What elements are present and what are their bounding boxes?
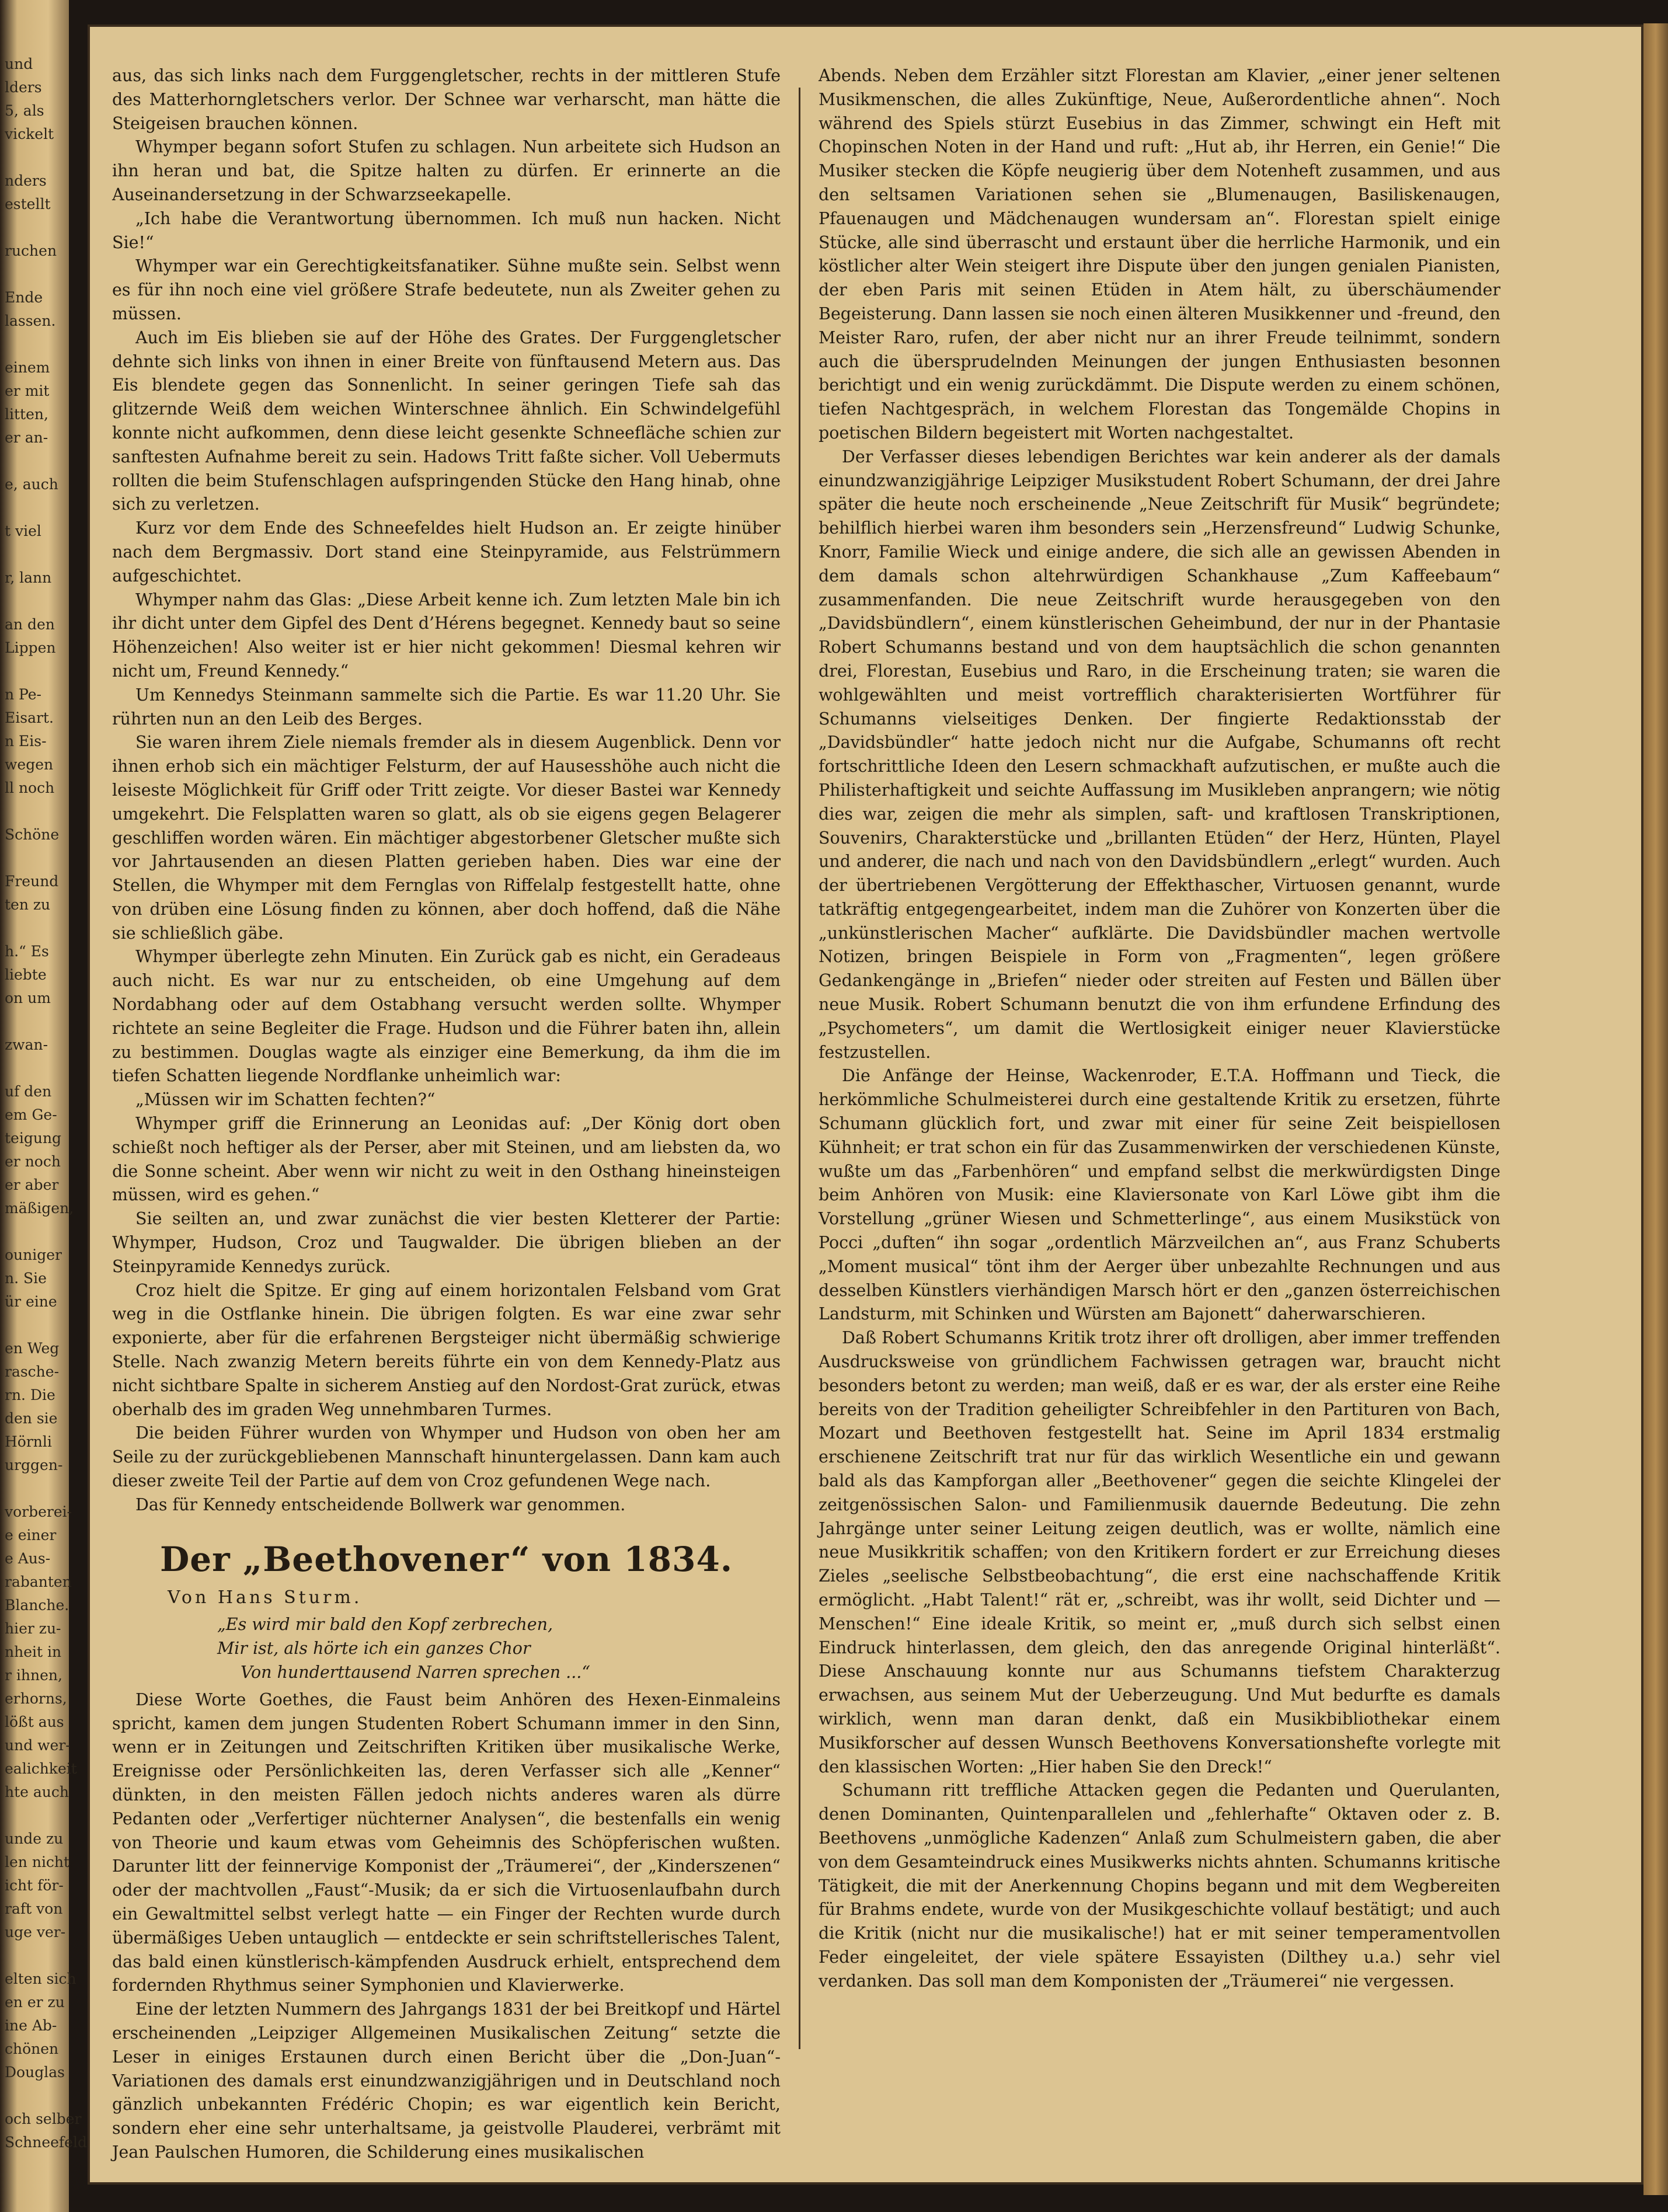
- edge-fragment: lders: [5, 79, 42, 96]
- edge-fragment: vickelt: [5, 126, 54, 142]
- edge-fragment: uf den: [5, 1083, 52, 1100]
- verse-line: Mir ist, als hörte ich ein ganzes Chor: [217, 1639, 531, 1659]
- edge-fragment: en er zu: [5, 1994, 65, 2011]
- edge-fragment: len nicht: [5, 1854, 70, 1870]
- edge-fragment: 5, als: [5, 102, 44, 119]
- edge-fragment: [0, 1314, 69, 1337]
- edge-fragment: ealichkeit: [5, 1760, 77, 1777]
- paragraph: aus, das sich links nach dem Furggengletscher, rechts in der mittleren Stufe des Matterhorngletschers verlor. Der Schnee war verharscht, man hätte die Steigeisen brauchen können.: [112, 66, 781, 133]
- edge-fragment: Eisart.: [5, 709, 54, 726]
- paragraph: Daß Robert Schumanns Kritik trotz ihrer oft drolligen, aber immer treffenden Ausdrucksweise von gründlichem Fachwissen getragen war, braucht nicht besonders betont zu werden; man weiß, daß er es war, der als erster eine Reihe bereits von der Tradition geheiligter Schreibfehler in den Partituren von Bach, Mozart und Beethoven festgestellt hat. Seine im April 1834 erstmalig erschienene Zeitschrift trat nur für das wirklich Wesentliche ein und gewann bald als das Kampforgan aller „Beethovener“ gegen die seichte Klingelei der zeitgenössischen Salon- und Familienmusik dauernde Bedeutung. Die zehn Jahrgänge unter seiner Leitung zeigen deutlich, was er wollte, nämlich eine neue Musikkritik schaffen; von den Kritikern fordert er zur Erreichung dieses Zieles „seelische Selbstbeobachtung“, die erst eine nachschaffende Kritik ermöglicht. „Habt Talent!“ rät er, „schreibt, was ihr wollt, seid Dichter und — Menschen!“ Eine ideale Kritik, so meint er, „muß durch sich selbst einen Eindruck hinterlassen, dem gleich, den das anregende Original hinterläßt“. Diese Anschauung konnte nur aus Schumanns tiefstem Charakterzug erwachsen, aus seinem Mut der Ueberzeugung. Und Mut bedurfte es damals wirklich, wenn man daran denkt, daß ein Musikbibliothekar einem Musikforscher auf dessen Wunsch Beethovens Konversationshefte vorlegte mit den klassischen Worten: „Hier haben Sie den Dreck!“: [819, 1328, 1500, 1776]
- edge-fragment: er aber: [5, 1176, 59, 1193]
- edge-fragment: t viel: [5, 522, 41, 539]
- article-heading: Der „Beethovener“ von 1834.: [159, 1539, 733, 1579]
- edge-fragment: [0, 333, 69, 356]
- edge-fragment: zwan-: [5, 1036, 48, 1053]
- edge-fragment: hte auch: [5, 1783, 69, 1800]
- edge-fragment: estellt: [5, 196, 51, 213]
- edge-fragment: [0, 1010, 69, 1033]
- paragraph: „Müssen wir im Schatten fechten?“: [135, 1090, 436, 1110]
- edge-fragment: e Aus-: [5, 1550, 51, 1567]
- paragraph: Croz hielt die Spitze. Er ging auf einem horizontalen Felsband vom Grat weg in die Ostflanke hinein. Die übrigen folgten. Es war eine zwar sehr exponierte, aber für die erfahrenen Bergsteiger nicht übermäßig schwierige Stelle. Nach zwanzig Metern bereits führte ein von dem Kennedy-Platz aus nicht sichtbare Spalte in sicherem Anstieg auf den Nordost-Grat zurück, etwas oberhalb des im graden Weg unnehmbaren Turmes.: [112, 1280, 781, 1419]
- paragraph: Whymper überlegte zehn Minuten. Ein Zurück gab es nicht, ein Geradeaus auch nicht. Es war nur zu entscheiden, ob eine Umgehung auf dem Nordabhang oder auf dem Ostabhang versucht werden sollte. Whymper richtete an seine Begleiter die Frage. Hudson und die Führer baten ihn, allein zu bestimmen. Douglas wagte als einziger eine Bemerkung, da ihm die im tiefen Schatten liegende Nordflanke unheimlich war:: [112, 947, 781, 1086]
- edge-fragment: und wer-: [5, 1737, 71, 1754]
- edge-fragment: Blanche.: [5, 1597, 69, 1614]
- edge-fragment: [0, 847, 69, 870]
- edge-fragment: elten sich: [5, 1970, 76, 1987]
- edge-fragment: [0, 800, 69, 823]
- paragraph: Eine der letzten Nummern des Jahrgangs 1831 der bei Breitkopf und Härtel erscheinenden „Leipziger Allgemeinen Musikalischen Zeitung“ setzte die Leser in einiges Erstaunen durch einen Bericht über die „Don-Juan“-Variationen des damals erst einundzwanzigjährigen und in Deutschland noch gänzlich unbekannten Frédéric Chopin; es war eigentlich kein Bericht, sondern eher eine sehr unterhaltsame, ja geistvolle Plauderei, verbrämt mit Jean Paulschen Humoren, die Schilderung eines musikalischen: [112, 1999, 781, 2162]
- paragraph: Um Kennedys Steinmann sammelte sich die Partie. Es war 11.20 Uhr. Sie rührten nun an den Leib des Berges.: [112, 685, 781, 729]
- edge-fragment: r, lann: [5, 569, 52, 586]
- edge-fragment: ten zu: [5, 896, 51, 913]
- edge-fragment: ruchen: [5, 242, 57, 259]
- column-right: [819, 64, 1500, 1994]
- paragraph: Die beiden Führer wurden von Whymper und Hudson von oben her am Seile zu der zurückgebliebenen Mannschaft hinuntergelassen. Dann kam auch dieser zweite Teil der Partie auf dem von Croz gefundenen Wege nach.: [112, 1423, 781, 1491]
- page-stack-edge: [1643, 23, 1668, 2195]
- edge-fragment: lassen.: [5, 312, 56, 329]
- edge-fragment: er an-: [5, 429, 48, 446]
- paragraph: Whymper griff die Erinnerung an Leonidas auf: „Der König dort oben schießt noch heftiger als der Perser, aber mit Steinen, und am liebsten da, wo die Sonne scheint. Aber wenn wir nicht zu weit in den Osthang hineinsteigen müssen, wird es gehen.“: [112, 1114, 781, 1205]
- paragraph: Kurz vor dem Ende des Schneefeldes hielt Hudson an. Er zeigte hinüber nach dem Bergmassiv. Dort stand eine Steinpyramide, aus Felstrümmern aufgeschichtet.: [112, 518, 781, 586]
- paragraph: Sie waren ihrem Ziele niemals fremder als in diesem Augenblick. Denn vor ihnen erhob sich ein mächtiger Felsturm, der auf Hausesshöhe auch nicht die leiseste Möglichkeit für Griff oder Tritt zeigte. Vor dieser Bastei war Kennedy umgekehrt. Die Felsplatten waren so glatt, als ob sie eigens gegen Belagerer geschliffen worden wären. Ein mächtiger abgestorbener Gletscher mußte sich vor Jahrtausenden an diesen Platten gerieben haben. Dies war eine der Stellen, die Whymper mit dem Fernglas von Riffelalp festgestellt hatte, ohne von drüben eine Lösung finden zu können, aber doch hoffend, daß die Nähe sie schließlich gäbe.: [112, 733, 781, 943]
- paragraph: Der Verfasser dieses lebendigen Berichtes war kein anderer als der damals einundzwanzigjährige Leipziger Musikstudent Robert Schumann, der drei Jahre später die heute noch erscheinende „Neue Zeitschrift für Musik“ begründete; behilflich hierbei waren ihm besonders sein „Herzensfreund“ Ludwig Schunke, Knorr, Familie Wieck und einige andere, die sich alle an gewissen Abenden in dem damals schon altehrwürdigen Schankhause „Zum Kaffeebaum“ zusammenfanden. Die neue Zeitschrift wurde herausgegeben von den „Davidsbündlern“, einem künstlerischen Geheimbund, der nur in der Phantasie Robert Schumanns bestand und von dem hauptsächlich die schon genannten drei, Florestan, Eusebius und Raro, in die Erscheinung traten; sie waren die wohlgewählten und meist vortrefflich charakterisierten Wortführer für Schumanns vielseitiges Denken. Der fingierte Redaktionsstab der „Davidsbündler“ hatte jedoch nicht nur die Aufgabe, Schumanns oft recht fortschrittliche Ideen den Lesern schmackhaft aufzutischen, er mußte auch die Philisterhaftigkeit und seichte Auffassung im Musikleben anprangern; wie nötig dies war, zeigen die mehr als simplen, saft- und kraftlosen Transkriptionen, Souvenirs, Charakterstücke und „brillanten Etüden“ der Herz, Hünten, Playel und anderer, die nach und nach von den Davidsbündlern „erlegt“ wurden. Auch der übertriebenen Vergötterung der Effekthascher, Virtuosen genannt, wurde tatkräftig entgegengearbeitet, indem man die Zuhörer von Konzerten über die „unkünstlerischen Macher“ aufklärte. Die Davidsbündler machen wertvolle Notizen, bringen Beispiele in Form von „Fragmenten“, legen größere Gedankengänge in „Briefen“ nieder oder streiten auf Festen und Bällen über neue Musik. Robert Schumann benutzt die von ihm erfundene Erfindung des „Psychometers“, um damit die Wertlosigkeit einiger neuer Klavierstücke festzustellen.: [819, 447, 1500, 1062]
- edge-fragment: [0, 1804, 69, 1827]
- edge-fragment: an den: [5, 616, 55, 633]
- edge-fragment: er mit: [5, 382, 50, 399]
- paragraph: „Ich habe die Verantwortung übernommen. Ich muß nun hacken. Nicht Sie!“: [112, 208, 781, 252]
- edge-fragment: liebte: [5, 966, 47, 983]
- edge-fragment: nders: [5, 172, 47, 189]
- edge-fragment: r ihnen,: [5, 1667, 62, 1684]
- edge-fragment: ine Ab-: [5, 2017, 57, 2034]
- edge-fragment: [0, 1477, 69, 1500]
- edge-fragment: raft von: [5, 1900, 63, 1917]
- edge-fragment: och selber: [5, 2110, 82, 2127]
- edge-fragment: Hörnli: [5, 1433, 52, 1450]
- article-byline: Von Hans Sturm.: [168, 1587, 363, 1608]
- paragraph: Sie seilten an, und zwar zunächst die vier besten Kletterer der Partie: Whymper, Hudson, Croz und Taugwalder. Die übrigen blieben an der Steinpyramide Kennedys zurück.: [112, 1209, 781, 1276]
- edge-fragment: lößt aus: [5, 1713, 64, 1730]
- edge-fragment: uge ver-: [5, 1924, 66, 1941]
- edge-fragment: den sie: [5, 1410, 58, 1427]
- paragraph: Abends. Neben dem Erzähler sitzt Florestan am Klavier, „einer jener seltenen Musikmenschen, die alles Zukünftige, Neue, Außerordentliche ahnen“. Noch während des Spiels stürzt Eusebius in das Zimmer, schwingt ein Heft mit Chopinschen Noten in der Hand und ruft: „Hut ab, ihr Herren, ein Genie!“ Die Musiker stecken die Köpfe neugierig über dem Notenheft zusammen, und aus den seltsamen Variationen sehen sie „Blumenaugen, Basiliskenaugen, Pfauenaugen und Mädchenaugen wundersam an“. Florestan spielt einige Stücke, alle sind überrascht und erstaunt über die herrliche Harmonik, und ein köstlicher alter Wein steigert ihre Dispute über den jungen genialen Pianisten, der eben Paris mit seinen Etüden in Atem hält, zu überschäumender Begeisterung. Dann lassen sie noch einen älteren Musikkenner und -freund, den Meister Raro, rufen, der aber nicht nur an ihrer Freude teilnimmt, sondern auch die übersprudelnden Meinungen der jungen Enthusiasten besonnen berichtigt und ein wenig zurückdämmt. Die Dispute werden zu einem schönen, tiefen Nachtgespräch, in welchem Florestan das Tongemälde Chopins in poetischen Bildern begeistert mit Worten nachgestaltet.: [819, 66, 1500, 443]
- edge-fragment: [0, 450, 69, 473]
- edge-fragment: [0, 496, 69, 520]
- edge-fragment: [0, 1220, 69, 1243]
- edge-fragment: [0, 590, 69, 613]
- edge-fragment: [0, 2084, 69, 2108]
- paragraph: Whymper nahm das Glas: „Diese Arbeit kenne ich. Zum letzten Male bin ich ihr dicht unter dem Gipfel des Dent d’Hérens begegnet. Kennedy baut so seine Höhenzeichen! Also weiter ist er hier nicht gekommen! Diesmal kehren wir nicht um, Freund Kennedy.“: [112, 590, 781, 681]
- edge-fragment: en Weg: [5, 1340, 60, 1357]
- edge-fragment: urggen-: [5, 1457, 63, 1473]
- edge-fragment: Schöne: [5, 826, 60, 843]
- edge-fragment: icht för-: [5, 1877, 64, 1894]
- paragraph: Diese Worte Goethes, die Faust beim Anhören des Hexen-Einmaleins spricht, kamen dem jungen Studenten Robert Schumann immer in den Sinn, wenn er in Zeitungen und Zeitschriften Kritiken über musikalische Werke, Ereignisse oder Persönlichkeiten las, deren Verfasser sich alle „Kenner“ dünkten, in den meisten Fällen jedoch nichts anderes waren als dürre Pedanten oder „Verfertiger nüchterner Analysen“, die bestenfalls ein wenig von Theorie und kaum etwas vom Geheimnis des Schöpferischen wußten. Darunter litt der feinnervige Komponist der „Träumerei“, der „Kinderszenen“ oder der machtvollen „Faust“-Musik; da er sich die Virtuosenlaufbahn durch ein Gewaltmittel selbst verlegt hatte — ein Finger der Rechten wurde durch übermäßiges Ueben untauglich — entdeckte er sein schriftstellerisches Talent, das bald einen künstlerisch-kämpfenden Ausdruck erhielt, entsprechend dem fordernden Rhythmus seiner Symphonien und Klavierwerke.: [112, 1690, 781, 1995]
- paragraph: Schumann ritt treffliche Attacken gegen die Pedanten und Querulanten, denen Dominanten, Quintenparallelen und „fehlerhafte“ Oktaven oder z. B. Beethovens „unmögliche Kadenzen“ Anlaß zum Schulmeistern gaben, die aber von dem Gesamteindruck eines Musikwerks nichts ahnten. Schumanns kritische Tätigkeit, die mit der Anerkennung Chopins begann und mit dem Wegbereiten für Brahms endete, wurde von der Musikgeschichte vollauf bestätigt; und auch die Kritik (nicht nur die musikalische!) hat er mit seiner temperamentvollen Feder eingeleitet, der viele spätere Essayisten (Dilthey u.a.) sehr viel verdanken. Das soll man dem Komponisten der „Träumerei“ nie vergessen.: [819, 1781, 1500, 1991]
- edge-fragment: Schneefeld: [5, 2134, 87, 2151]
- column-rule: [799, 88, 800, 2049]
- edge-fragment: [0, 263, 69, 286]
- edge-fragment: ll noch: [5, 779, 55, 796]
- edge-fragment: hier zu-: [5, 1620, 61, 1637]
- edge-fragment: chönen: [5, 2040, 59, 2057]
- edge-fragment: ouniger: [5, 1246, 62, 1263]
- edge-fragment: nheit in: [5, 1643, 62, 1660]
- edge-fragment: Douglas: [5, 2064, 65, 2081]
- edge-fragment: [0, 1944, 69, 1967]
- edge-fragment: einem: [5, 359, 50, 376]
- edge-fragment: Ende: [5, 289, 43, 306]
- paragraph: Whymper war ein Gerechtigkeitsfanatiker. Sühne mußte sein. Selbst wenn es für ihn noch eine viel größere Strafe bedeutete, nun als Zweiter gehen zu müssen.: [112, 256, 781, 323]
- edge-fragment: on um: [5, 990, 51, 1006]
- edge-fragment: litten,: [5, 406, 48, 423]
- previous-page-edge: [0, 53, 87, 2178]
- edge-fragment: mäßigen,: [5, 1200, 74, 1217]
- edge-fragment: vorberei-: [5, 1503, 72, 1520]
- paragraph: Das für Kennedy entscheidende Bollwerk war genommen.: [135, 1495, 626, 1514]
- article-continuation: [112, 64, 781, 1517]
- paragraph: Whymper begann sofort Stufen zu schlagen. Nun arbeitete sich Hudson an ihn heran und bat, die Spitze halten zu dürfen. Er erinnerte an die Auseinandersetzung in der Schwarzseekapelle.: [112, 137, 781, 204]
- edge-fragment: rasche-: [5, 1363, 60, 1380]
- edge-fragment: rabanten: [5, 1573, 72, 1590]
- epigraph-verse: [217, 1613, 781, 1684]
- paragraph: Auch im Eis blieben sie auf der Höhe des Grates. Der Furggengletscher dehnte sich links von ihnen in einer Breite von fünftausend Metern aus. Das Eis blendete gegen das Sonnenlicht. In seiner geringen Tiefe sah das glitzernde Weiß dem weichen Winterschnee ähnlich. Ein Schwindelgefühl konnte nicht aufkommen, denn diese leicht gesenkte Schneefläche schien zur sanftesten Aufnahme bereit zu sein. Hadows Tritt faßte sicher. Voll Uebermuts rollten die beim Stufenschlagen aufspringenden Stücke den Hang hinab, ohne sich zu verletzen.: [112, 328, 781, 514]
- edge-fragment: [0, 216, 69, 239]
- edge-fragment: teigung: [5, 1130, 62, 1147]
- edge-fragment: unde zu: [5, 1830, 64, 1847]
- edge-fragment: Freund: [5, 873, 59, 890]
- edge-fragment: h.“ Es: [5, 943, 49, 960]
- paragraph: Die Anfänge der Heinse, Wackenroder, E.T.A. Hoffmann und Tieck, die herkömmliche Schulmeisterei durch eine gestaltende Kritik zu ersetzen, führte Schumann glücklich fort, und zwar mit einer für seine Zeit beispiellosen Kühnheit; er trat schon ein für das Zusammenwirken der verschiedenen Künste, wußte um das „Farbenhören“ und empfand selbst die merkwürdigsten Dinge beim Anhören von Musik: eine Klaviersonate von Karl Löwe gibt ihm die Vorstellung „grüner Wiesen und Schmetterlinge“, aus einem Musikstück von Pocci „duften“ ihn sogar „ordentlich Märzveilchen an“, aus Franz Schuberts „Moment musical“ tönt ihm der Aerger über unbezahlte Rechnungen und aus desselben Künstlers vierhändigen Marsch hört er den „ganzen österreichischen Landsturm, mit Schinken und Würsten am Bajonett“ daherwarschieren.: [819, 1066, 1500, 1324]
- verse-line: Von hunderttausend Narren sprechen ...“: [241, 1663, 590, 1682]
- edge-fragment: [0, 917, 69, 940]
- edge-fragment: erhorns,: [5, 1690, 67, 1707]
- edge-fragment: [0, 660, 69, 683]
- column-left: [112, 64, 781, 2165]
- edge-fragment: er noch: [5, 1153, 61, 1170]
- edge-fragment: e, auch: [5, 476, 58, 493]
- edge-fragment: n. Sie: [5, 1270, 47, 1287]
- edge-fragment: [0, 146, 69, 169]
- edge-fragment: n Eis-: [5, 733, 47, 750]
- edge-fragment: n Pe-: [5, 686, 41, 703]
- edge-fragment: rn. Die: [5, 1387, 55, 1403]
- edge-fragment: em Ge-: [5, 1106, 57, 1123]
- edge-fragment: und: [5, 55, 33, 72]
- edge-fragment: e einer: [5, 1527, 57, 1544]
- edge-fragment: ür eine: [5, 1293, 57, 1310]
- article-body-left: [112, 1688, 781, 2165]
- edge-fragment: Lippen: [5, 639, 56, 656]
- verse-line: „Es wird mir bald den Kopf zerbrechen,: [217, 1615, 553, 1635]
- edge-fragment: [0, 543, 69, 566]
- edge-fragment: wegen: [5, 756, 54, 773]
- edge-fragment: [0, 1057, 69, 1080]
- article-body-right: [819, 64, 1500, 1994]
